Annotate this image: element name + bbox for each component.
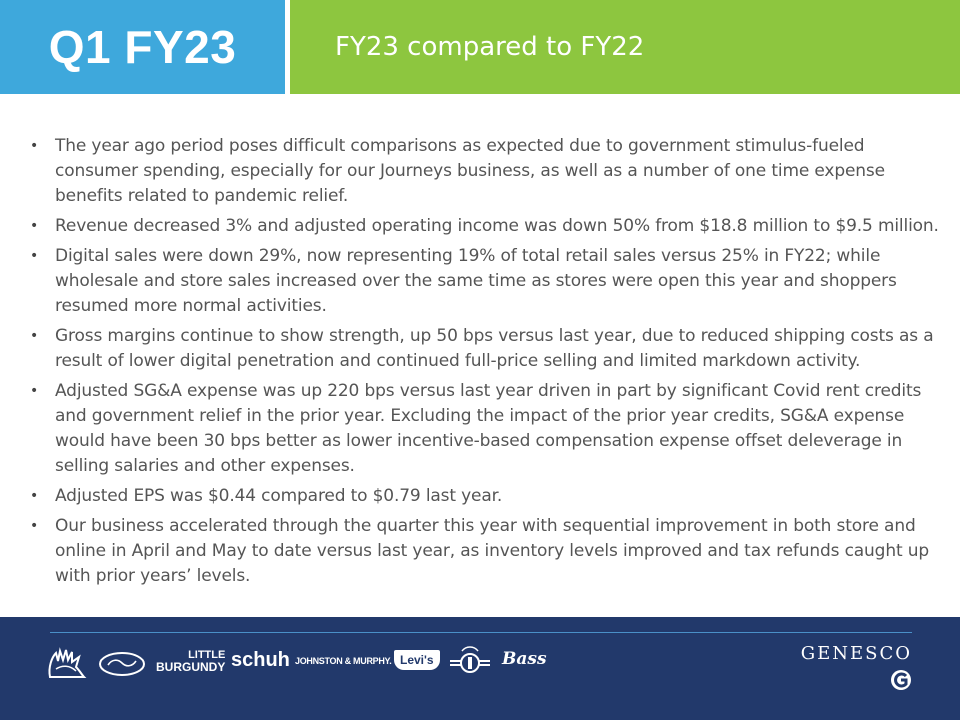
- little-burgundy-line2: BURGUNDY: [156, 660, 226, 674]
- bullet-item: [30, 484, 950, 509]
- schuh-logo: schuh: [231, 649, 290, 671]
- slide-header: [0, 0, 960, 94]
- bullet-text: Adjusted SG&A expense was up 220 bps versus last year driven in part by significant Covid rent credits and government relief in the prior year. Excluding the impact of the prior year credits, SG&A expense would have been 30 bps better as lower incentive-based compensation expense offset deleverage in selling salaries and other expenses.: [55, 381, 922, 476]
- bullet-item: [30, 244, 950, 319]
- bullet-dot-icon: •: [30, 383, 39, 399]
- bullet-dot-icon: •: [30, 328, 39, 344]
- slide-subtitle: FY23 compared to FY22: [335, 32, 645, 62]
- bullet-dot-icon: •: [30, 488, 39, 504]
- bullet-item: [30, 214, 950, 239]
- bullet-dot-icon: •: [30, 248, 39, 264]
- bullet-text: Digital sales were down 29%, now representing 19% of total retail sales versus 25% in FY22; while wholesale and store sales increased over the same time as stores were open this year and shoppers resumed more normal activities.: [55, 246, 897, 316]
- levis-logo-text: Levi's: [394, 650, 440, 670]
- bullet-text: Gross margins continue to show strength, up 50 bps versus last year, due to reduced shipping costs as a result of lower digital penetration and continued full-price selling and limited markdown activity.: [55, 326, 934, 371]
- bullet-list: [30, 134, 950, 589]
- brand-footer: [0, 617, 960, 720]
- bullet-item: [30, 324, 950, 374]
- little-burgundy-line1: LITTLE: [188, 649, 226, 661]
- genesco-wordmark: GENESCO: [800, 643, 912, 664]
- genesco-g-icon: [890, 669, 912, 691]
- bullet-dot-icon: •: [30, 138, 39, 154]
- journeys-kidz-logo-icon: [98, 651, 146, 677]
- bullet-dot-icon: •: [30, 518, 39, 534]
- subtitle-banner: [290, 0, 960, 94]
- bass-logo: Bass: [502, 649, 547, 669]
- journeys-logo-icon: [46, 647, 90, 681]
- quarter-banner: [0, 0, 285, 94]
- bullet-dot-icon: •: [30, 218, 39, 234]
- quarter-title: Q1 FY23: [48, 21, 237, 73]
- bullet-item: [30, 379, 950, 479]
- bullet-text: Our business accelerated through the quarter this year with sequential improvement in both store and online in April and May to date versus last year, as inventory levels improved and tax refunds caught up with prior years’ levels.: [55, 516, 929, 586]
- little-burgundy-logo: [156, 649, 225, 673]
- bullet-text: Adjusted EPS was $0.44 compared to $0.79 last year.: [55, 486, 503, 506]
- bullet-item: [30, 134, 950, 209]
- dockers-logo-icon: [448, 645, 492, 681]
- bullet-text: Revenue decreased 3% and adjusted operating income was down 50% from $18.8 million to $9.5 million.: [55, 216, 939, 236]
- footer-divider: [50, 632, 912, 633]
- bullet-text: The year ago period poses difficult comparisons as expected due to government stimulus-fueled consumer spending, especially for our Journeys business, as well as a number of one time expense benefits related to pandemic relief.: [55, 136, 885, 206]
- brand-logos: [46, 645, 566, 685]
- johnston-murphy-logo: JOHNSTON & MURPHY.: [295, 656, 392, 666]
- levis-logo: [394, 650, 440, 670]
- bullet-item: [30, 514, 950, 589]
- bullet-content: [30, 134, 950, 594]
